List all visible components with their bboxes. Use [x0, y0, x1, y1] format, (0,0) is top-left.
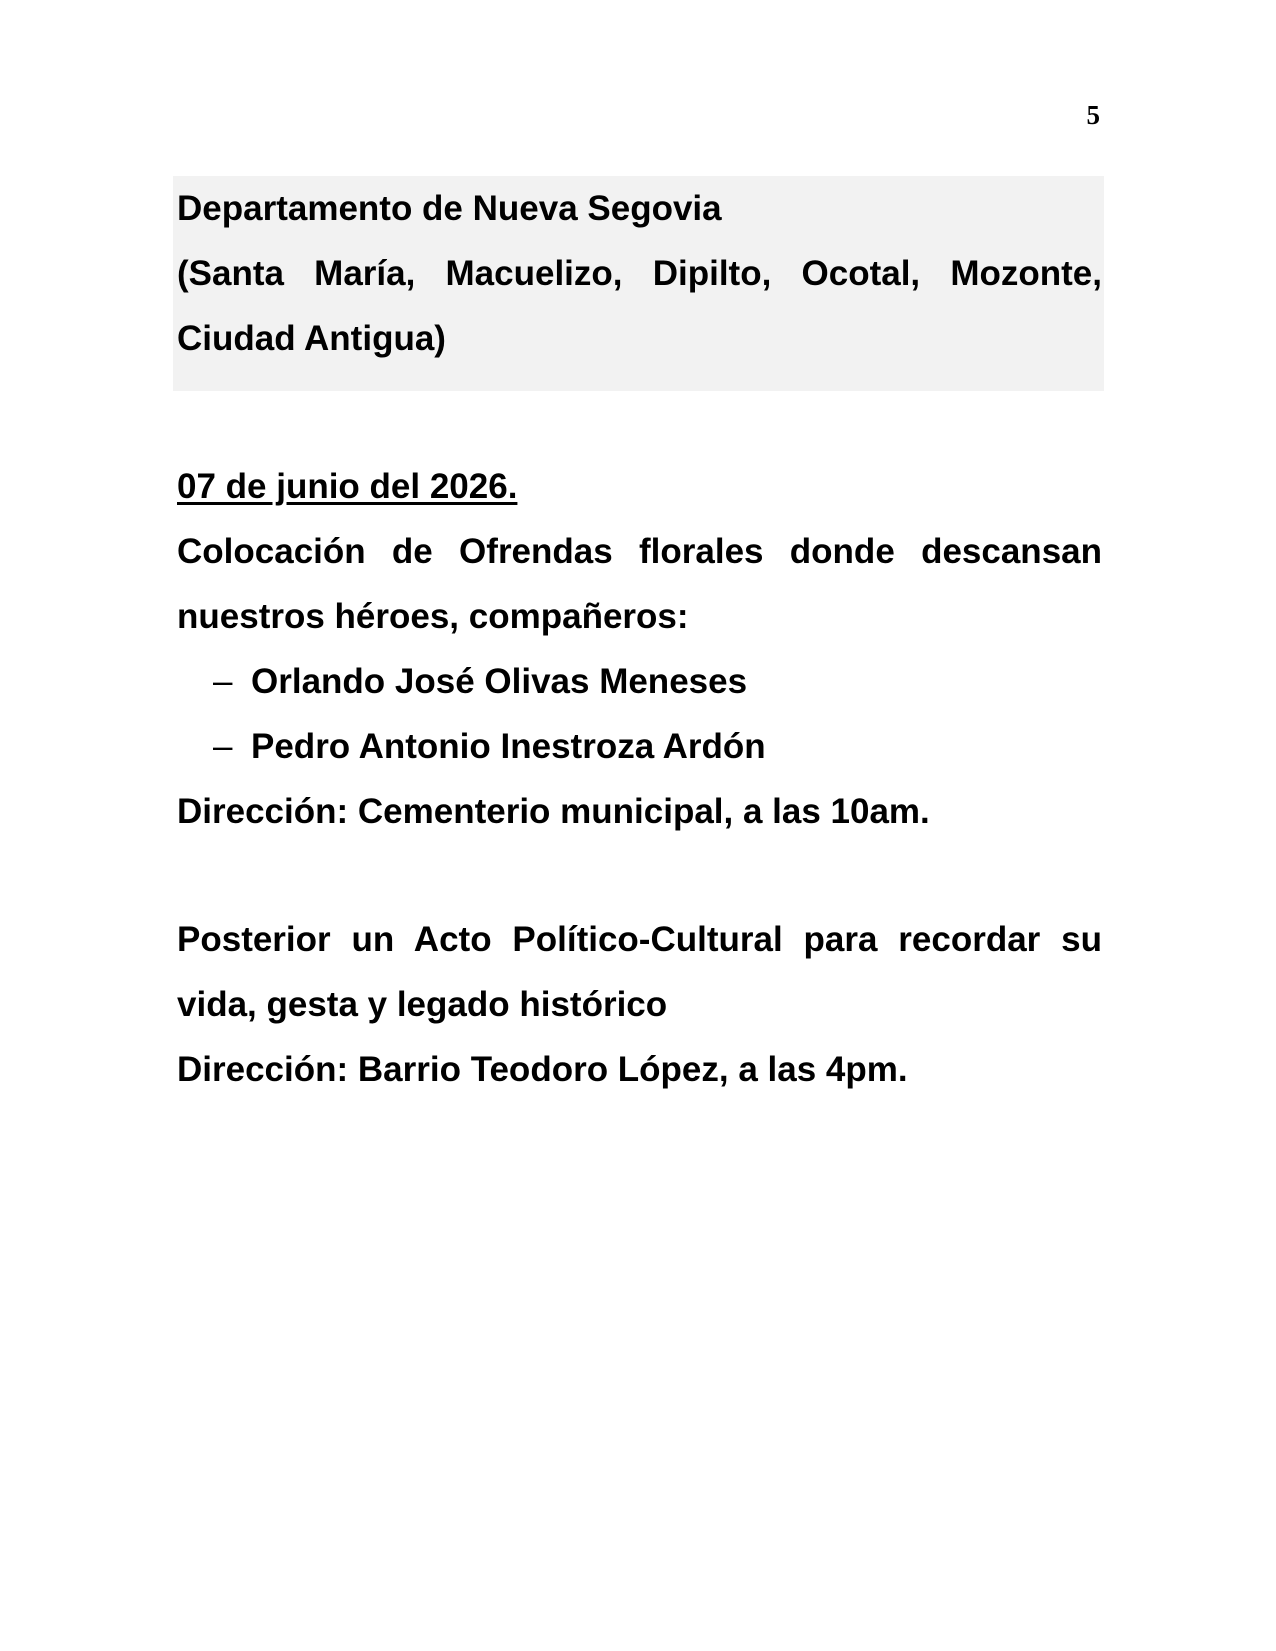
event-date: 07 de junio del 2026.: [177, 467, 518, 506]
event-address: Dirección: Cementerio municipal, a las 10am.: [177, 792, 930, 831]
hero-name: Pedro Antonio Inestroza Ardón: [251, 727, 766, 766]
spacer: [177, 844, 1102, 907]
event-description: Colocación de Ofrendas florales donde descansan nuestros héroes, compañeros:: [177, 532, 1102, 636]
dash-bullet-icon: –: [213, 727, 233, 766]
document-body: [177, 176, 1102, 1102]
department-title: Departamento de Nueva Segovia: [177, 189, 722, 228]
municipalities-list: (Santa María, Macuelizo, Dipilto, Ocotal, Mozonte, Ciudad Antigua): [177, 254, 1102, 358]
followup-description: Posterior un Acto Político-Cultural para recordar su vida, gesta y legado histórico: [177, 920, 1102, 1024]
heroes-list: [177, 649, 1102, 779]
department-header: [173, 176, 1104, 391]
hero-name: Orlando José Olivas Meneses: [251, 662, 748, 701]
list-item: [177, 649, 1102, 714]
list-item: [177, 714, 1102, 779]
spacer: [177, 391, 1102, 454]
dash-bullet-icon: –: [213, 662, 233, 701]
followup-address: Dirección: Barrio Teodoro López, a las 4pm.: [177, 1050, 908, 1089]
page-number: 5: [1086, 100, 1100, 130]
